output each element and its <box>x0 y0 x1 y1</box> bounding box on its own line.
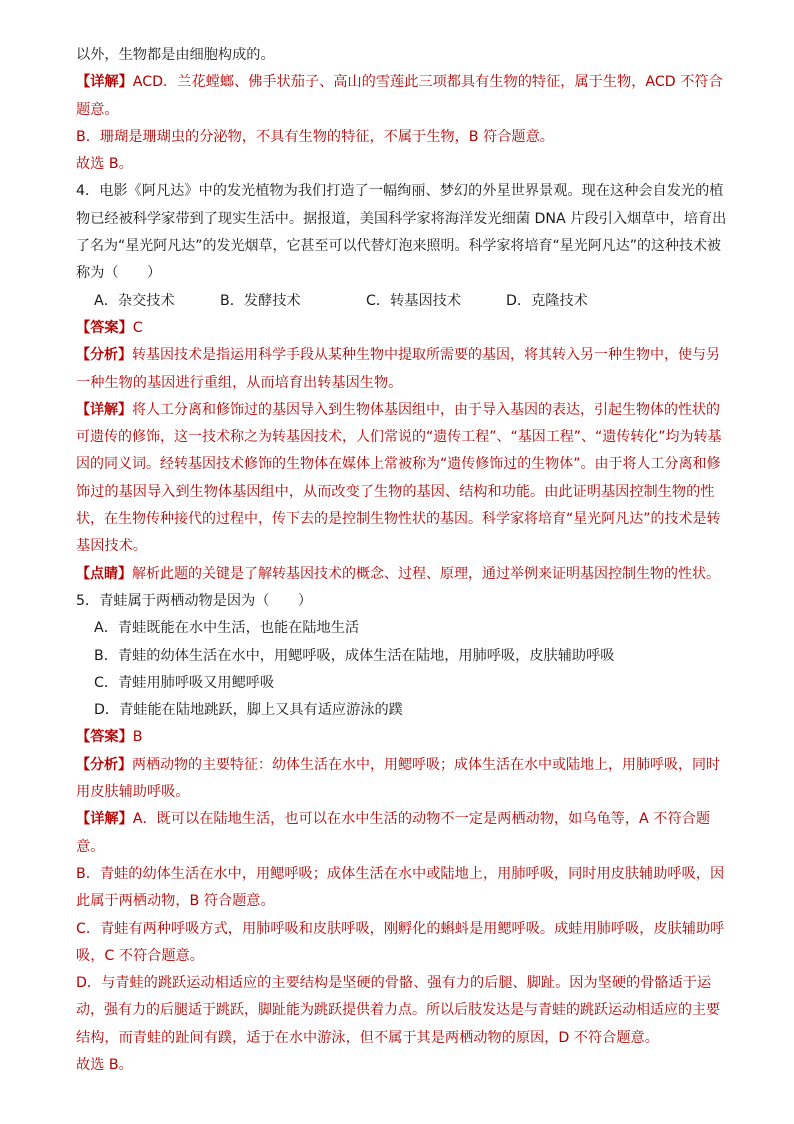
q4-detail-line-5: 状，在生物传种接代的过程中，传下去的是控制生物性状的基因。科学家将培育“星光阿凡达”的技术是转 <box>76 511 721 528</box>
q4-detail-line-2: 可遗传的修饰，这一技术称之为转基因技术，人们常说的“遗传工程”、“基因工程”、“遗传转化”均为转基 <box>76 429 722 446</box>
q4-comment-line-1: 【点睛】解析此题的关键是了解转基因技术的概念、过程、原理，通过举例来证明基因控制生物的性状。 <box>76 565 720 582</box>
detail-tag: 【详解】 <box>76 74 133 91</box>
q5-detail-line-8: 动，强有力的后腿适于跳跃，脚趾能为跳跃提供着力点。所以后肢发达是与青蛙的跳跃运动相适应的主要 <box>76 1002 720 1019</box>
q5-analysis-line-2: 用皮肤辅助呼吸。 <box>76 784 190 801</box>
q4-analysis-line-1: 【分析】转基因技术是指运用科学手段从某种生物中提取所需要的基因，将其转入另一种生物中，使与另 <box>76 347 720 364</box>
q5-stem: 5．青蛙属于两栖动物是因为（ ） <box>76 592 313 609</box>
q4-detail-line-1: 【详解】将人工分离和修饰过的基因导入到生物体基因组中，由于导入基因的表达，引起生物体的性状的 <box>76 401 720 418</box>
q5-option-b: B．青蛙的幼体生活在水中，用鳃呼吸，成体生活在陆地，用肺呼吸，皮肤辅助呼吸 <box>94 647 615 664</box>
detail-tag: 【详解】 <box>76 401 132 418</box>
q5-detail-line-7: D．与青蛙的跳跃运动相适应的主要结构是坚硬的骨骼、强有力的后腿、脚趾。因为坚硬的骨骼适于运 <box>76 975 712 992</box>
q4-answer-value: C <box>132 319 143 336</box>
q4-option-d: D．克隆技术 <box>506 292 588 309</box>
q5-detail-line-3: B．青蛙的幼体生活在水中，用鳃呼吸；成体生活在水中或陆地上，用肺呼吸，同时用皮肤辅助呼吸，因 <box>76 865 725 882</box>
prev-detail-line-1: 【详解】ACD．兰花螳螂、佛手状茄子、高山的雪莲此三项都具有生物的特征，属于生物，ACD 不符合 <box>76 74 723 91</box>
q5-option-d: D．青蛙能在陆地跳跃，脚上又具有适应游泳的蹼 <box>94 702 403 719</box>
q5-detail-line-9: 结构，而青蛙的趾间有蹼，适于在水中游泳，但不属于其是两栖动物的原因，D 不符合题意。 <box>76 1029 659 1046</box>
q4-options <box>76 288 726 315</box>
prev-detail-line-2: 题意。 <box>76 101 119 118</box>
q5-detail-line-2: 意。 <box>76 838 105 855</box>
analysis-tag: 【分析】 <box>76 756 132 773</box>
answer-tag: 【答案】 <box>76 319 133 336</box>
q5-answer <box>76 724 726 751</box>
q5-option-a: A．青蛙既能在水中生活，也能在陆地生活 <box>94 620 360 637</box>
q5-detail-line-6: 吸，C 不符合题意。 <box>76 947 204 964</box>
q4-stem-line-3: 了名为“星光阿凡达”的发光烟草，它甚至可以代替灯泡来照明。科学家将培育“星光阿凡达”的这种技术被 <box>76 238 722 255</box>
q5-detail-line-4: 此属于两栖动物，B 符合题意。 <box>76 893 275 910</box>
q4-stem-line-1: 4．电影《阿凡达》中的发光植物为我们打造了一幅绚丽、梦幻的外星世界景观。现在这种会自发光的植 <box>76 183 724 200</box>
q5-conclusion: 故选 B。 <box>76 1056 133 1073</box>
prev-detail-line-3: B．珊瑚是珊瑚虫的分泌物，不具有生物的特征，不属于生物，B 符合题意。 <box>76 128 554 145</box>
q4-detail-line-4: 饰过的基因导入到生物体基因组中，从而改变了生物的基因、结构和功能。由此证明基因控制生物的性 <box>76 483 715 500</box>
q5-answer-value: B <box>132 729 143 746</box>
q5-analysis-line-1: 【分析】两栖动物的主要特征：幼体生活在水中，用鳃呼吸；成体生活在水中或陆地上，用肺呼吸，同时 <box>76 756 720 773</box>
q5-detail-line-5: C．青蛙有两种呼吸方式，用肺呼吸和皮肤呼吸，刚孵化的蝌蚪是用鳃呼吸。成蛙用肺呼吸，皮肤辅助呼 <box>76 920 725 937</box>
document-page <box>76 42 726 1079</box>
q4-stem-line-4: 称为（ ） <box>76 265 162 282</box>
comment-tag: 【点睛】 <box>76 565 132 582</box>
answer-tag: 【答案】 <box>76 729 133 746</box>
prev-conclusion: 故选 B。 <box>76 156 133 173</box>
q5-option-c: C．青蛙用肺呼吸又用鳃呼吸 <box>94 674 275 691</box>
q4-option-b: B．发酵技术 <box>220 292 301 309</box>
q4-detail-line-3: 因的同义词。经转基因技术修饰的生物体在媒体上常被称为“遗传修饰过的生物体”。由于将人工分离和修 <box>76 456 721 473</box>
prev-analysis-tail: 以外，生物都是由细胞构成的。 <box>76 47 275 63</box>
detail-tag: 【详解】 <box>76 811 133 828</box>
q4-option-c: C．转基因技术 <box>366 292 462 309</box>
analysis-tag: 【分析】 <box>76 347 132 364</box>
q4-option-a: A．杂交技术 <box>94 292 175 309</box>
q4-detail-line-6: 基因技术。 <box>76 538 147 555</box>
q4-answer <box>76 315 726 342</box>
q4-analysis-line-2: 一种生物的基因进行重组，从而培育出转基因生物。 <box>76 374 403 391</box>
q4-stem-line-2: 物已经被科学家带到了现实生活中。据报道，美国科学家将海洋发光细菌 DNA 片段引入烟草中，培育出 <box>76 210 727 227</box>
q5-detail-line-1: 【详解】A．既可以在陆地生活，也可以在水中生活的动物不一定是两栖动物，如乌龟等，A 不符合题 <box>76 811 711 828</box>
